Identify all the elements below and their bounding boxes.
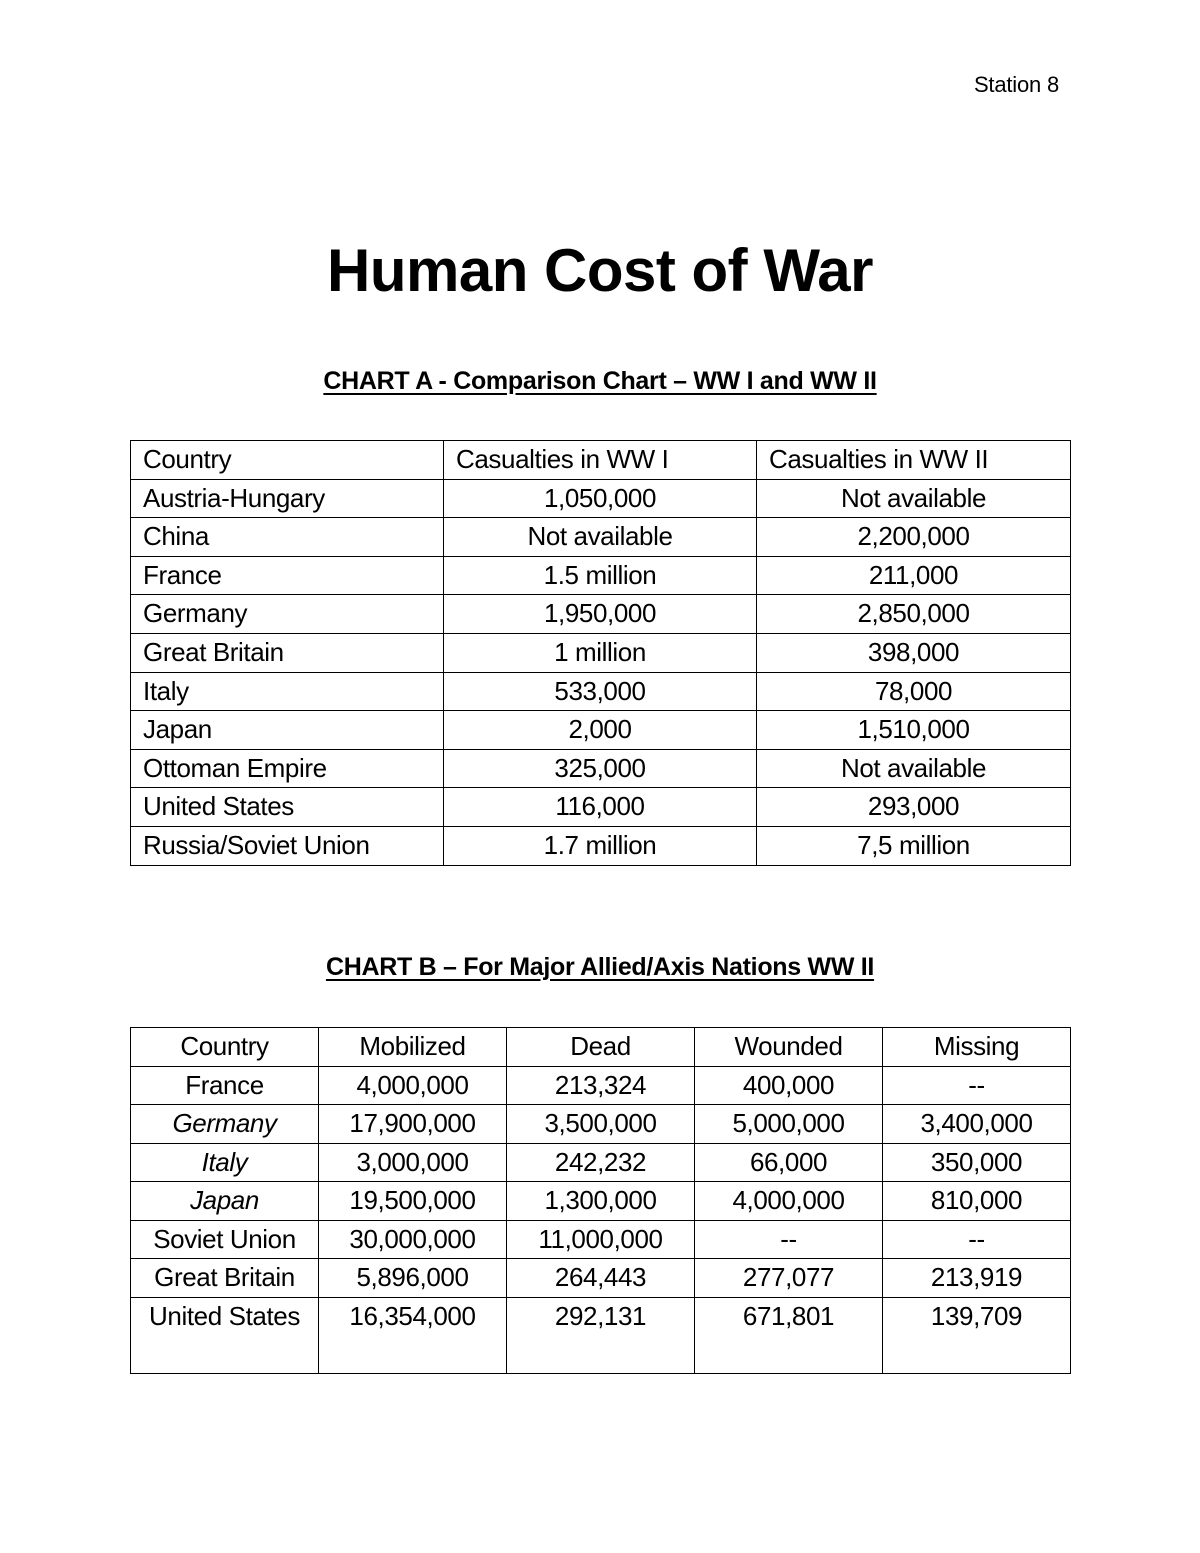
chart-a-heading: CHART A - Comparison Chart – WW I and WW II [323,367,877,395]
dead-cell: 3,500,000 [507,1105,695,1144]
missing-cell: -- [883,1220,1071,1259]
column-header: Missing [883,1028,1071,1067]
column-header: Country [131,1028,319,1067]
missing-cell: 810,000 [883,1182,1071,1221]
table-row [131,672,1071,711]
country-cell: Italy [131,672,444,711]
missing-cell: 3,400,000 [883,1105,1071,1144]
document-title: Human Cost of War [327,237,873,304]
missing-cell: 350,000 [883,1143,1071,1182]
ww2-cell: 2,200,000 [757,518,1071,557]
country-cell: Italy [131,1143,319,1182]
table-row [131,1259,1071,1298]
chart-a-table [130,440,1071,866]
table-row [131,1143,1071,1182]
dead-cell: 11,000,000 [507,1220,695,1259]
wounded-cell: 66,000 [695,1143,883,1182]
country-cell: Russia/Soviet Union [131,826,444,865]
table-row [131,1220,1071,1259]
country-cell: Japan [131,1182,319,1221]
ww1-cell: 1,050,000 [444,479,757,518]
country-cell: Ottoman Empire [131,749,444,788]
wounded-cell: 671,801 [695,1297,883,1373]
table-row [131,479,1071,518]
ww2-cell: 293,000 [757,788,1071,827]
ww1-cell: Not available [444,518,757,557]
dead-cell: 242,232 [507,1143,695,1182]
chart-b-table [130,1027,1071,1374]
mobilized-cell: 17,900,000 [319,1105,507,1144]
table-row [131,1182,1071,1221]
wounded-cell: -- [695,1220,883,1259]
table-row [131,1066,1071,1105]
table-row [131,633,1071,672]
ww2-cell: 211,000 [757,556,1071,595]
station-label: Station 8 [973,72,1059,97]
mobilized-cell: 3,000,000 [319,1143,507,1182]
missing-cell: 213,919 [883,1259,1071,1298]
ww2-cell: 78,000 [757,672,1071,711]
column-header: Mobilized [319,1028,507,1067]
column-header: Wounded [695,1028,883,1067]
country-cell: China [131,518,444,557]
table-row [131,826,1071,865]
ww2-cell: 7,5 million [757,826,1071,865]
mobilized-cell: 5,896,000 [319,1259,507,1298]
table-row [131,1105,1071,1144]
country-cell: United States [131,788,444,827]
table-row [131,749,1071,788]
country-cell: Germany [131,595,444,634]
country-cell: Soviet Union [131,1220,319,1259]
dead-cell: 292,131 [507,1297,695,1373]
missing-cell: 139,709 [883,1297,1071,1373]
wounded-cell: 5,000,000 [695,1105,883,1144]
ww2-cell: 2,850,000 [757,595,1071,634]
ww1-cell: 1.7 million [444,826,757,865]
ww2-cell: Not available [757,749,1071,788]
ww2-cell: Not available [757,479,1071,518]
country-cell: Japan [131,711,444,750]
ww1-cell: 116,000 [444,788,757,827]
country-cell: France [131,556,444,595]
column-header: Casualties in WW II [757,441,1071,480]
country-cell: Great Britain [131,633,444,672]
table-header-row [131,441,1071,480]
ww1-cell: 1 million [444,633,757,672]
ww1-cell: 533,000 [444,672,757,711]
country-cell: France [131,1066,319,1105]
mobilized-cell: 19,500,000 [319,1182,507,1221]
country-cell: United States [131,1297,319,1373]
dead-cell: 213,324 [507,1066,695,1105]
column-header: Dead [507,1028,695,1067]
chart-b-heading: CHART B – For Major Allied/Axis Nations WW II [325,953,875,981]
missing-cell: -- [883,1066,1071,1105]
table-row [131,1297,1071,1373]
wounded-cell: 277,077 [695,1259,883,1298]
dead-cell: 264,443 [507,1259,695,1298]
ww1-cell: 1,950,000 [444,595,757,634]
column-header: Casualties in WW I [444,441,757,480]
country-cell: Germany [131,1105,319,1144]
country-cell: Great Britain [131,1259,319,1298]
mobilized-cell: 16,354,000 [319,1297,507,1373]
column-header: Country [131,441,444,480]
ww1-cell: 1.5 million [444,556,757,595]
wounded-cell: 400,000 [695,1066,883,1105]
table-row [131,595,1071,634]
table-row [131,788,1071,827]
table-header-row [131,1028,1071,1067]
dead-cell: 1,300,000 [507,1182,695,1221]
mobilized-cell: 30,000,000 [319,1220,507,1259]
mobilized-cell: 4,000,000 [319,1066,507,1105]
ww2-cell: 398,000 [757,633,1071,672]
wounded-cell: 4,000,000 [695,1182,883,1221]
table-row [131,711,1071,750]
country-cell: Austria-Hungary [131,479,444,518]
ww1-cell: 325,000 [444,749,757,788]
table-row [131,556,1071,595]
ww2-cell: 1,510,000 [757,711,1071,750]
table-row [131,518,1071,557]
ww1-cell: 2,000 [444,711,757,750]
